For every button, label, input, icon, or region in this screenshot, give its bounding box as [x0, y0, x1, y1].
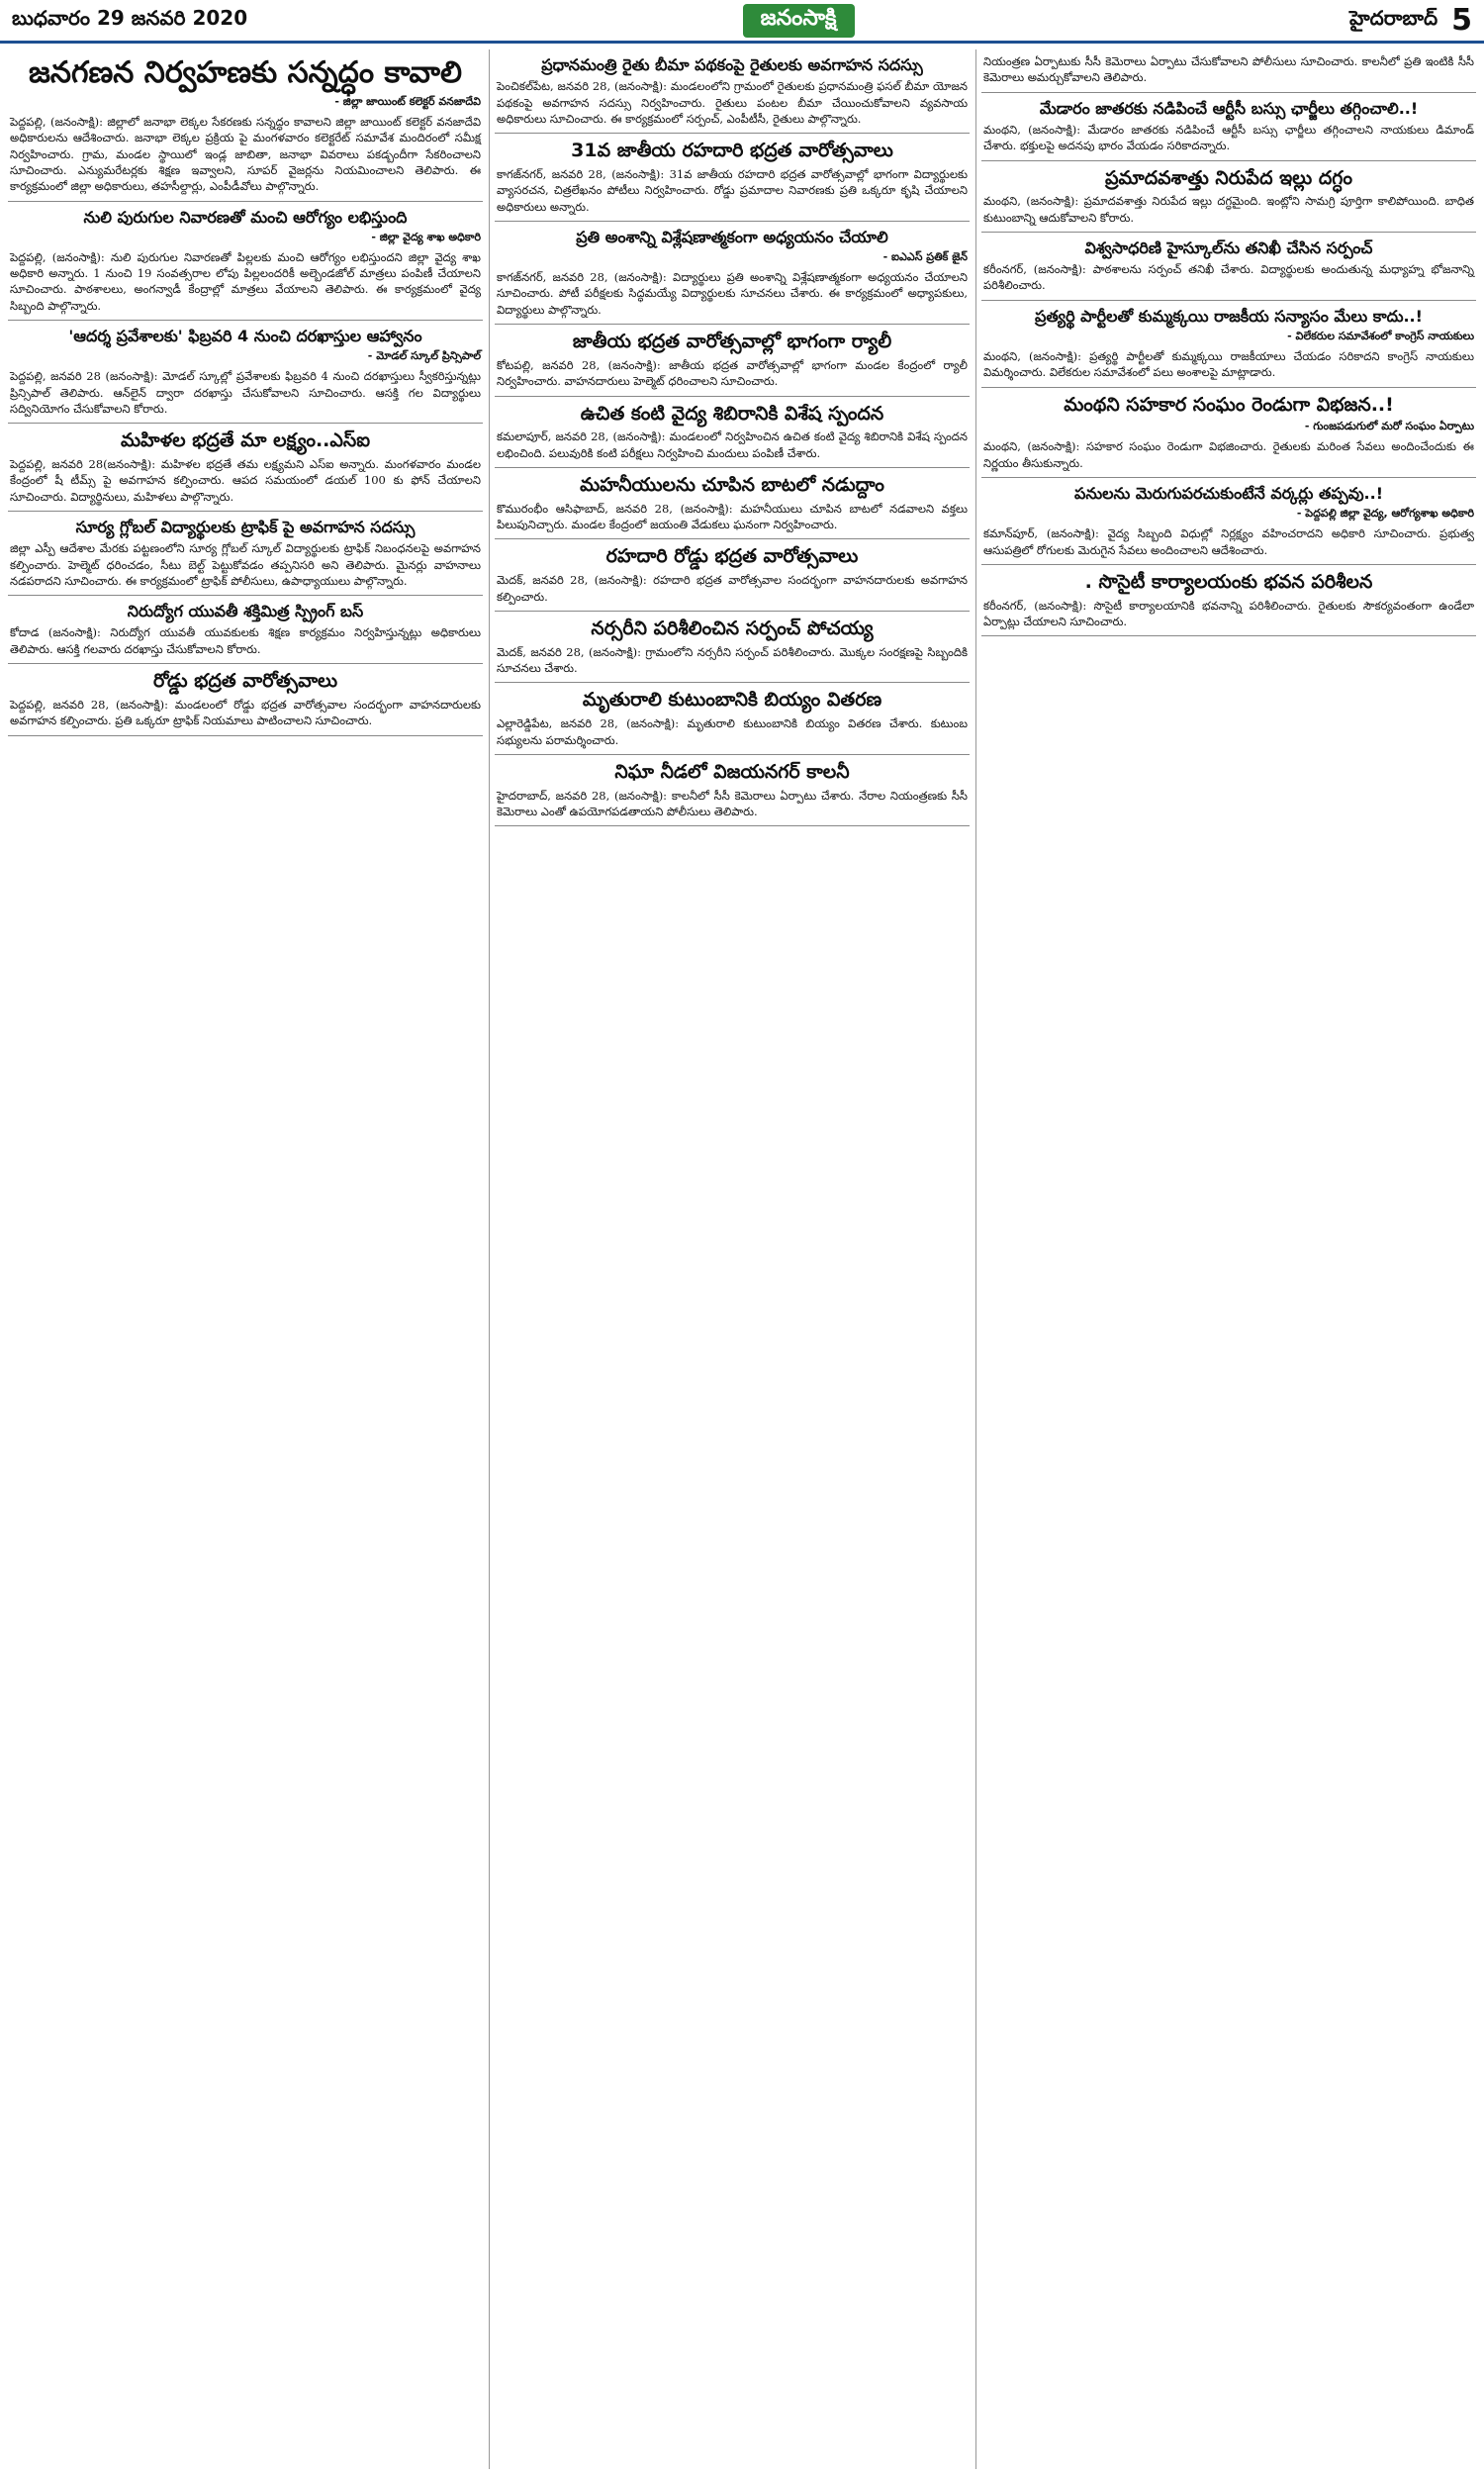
news-article: [8, 664, 483, 735]
column-1: [8, 49, 483, 2469]
newspaper-logo: జనంసాక్షి: [743, 4, 855, 38]
article-byline: - పెద్దపల్లి జిల్లా వైద్య, ఆరోగ్యశాఖ అధికారి: [1296, 507, 1474, 521]
news-article: [981, 161, 1476, 233]
article-byline: - జిల్లా జాయింట్ కలెక్టర్ వనజాదేవి: [334, 95, 481, 108]
article-headline: నులి పురుగుల నివారణతో మంచి ఆరోగ్యం లభిస్తుంది: [83, 207, 408, 227]
article-body: పెద్దపల్లి, జనవరి 28, (జనంసాక్షి): మండలంలో రోడ్డు భద్రత వారోత్సవాల సందర్భంగా వాహనదారులకు అవగాహన కల్పించారు. ప్రతి ఒక్కరూ ట్రాఫిక్ నియమాలు పాటించాలని సూచించారు.: [10, 697, 481, 728]
article-headline: జనగణన నిర్వహణకు సన్నద్ధం కావాలి: [29, 55, 462, 90]
column-2: [495, 49, 970, 2469]
article-body: పెద్దపల్లి, (జనంసాక్షి): నులి పురుగుల నివారణతో పిల్లలకు మంచి ఆరోగ్యం లభిస్తుందని జిల్లా వైద్య శాఖ అధికారి అన్నారు. 1 నుంచి 19 సంవత్సరాల లోపు పిల్లలందరికీ అల్బెండజోల్ మాత్రలు పంపిణీ చేయాలని సూచించారు. పాఠశాలలు, అంగన్వాడీ కేంద్రాల్లో మాత్రలు వేయాలని తెలిపారు. ఈ కార్యక్రమంలో వైద్య సిబ్బంది పాల్గొన్నారు.: [10, 249, 481, 313]
article-byline: - ఐఎఎస్ ప్రతిక్ జైన్: [882, 250, 968, 264]
article-byline: - జిల్లా వైద్య శాఖ అధికారి: [371, 230, 481, 243]
edition-city: హైదరాబాద్: [1349, 6, 1438, 30]
news-article: [981, 565, 1476, 636]
article-headline: 'ఆదర్శ ప్రవేశాలకు' ఫిబ్రవరి 4 నుంచి దరఖాస్తుల ఆహ్వానం: [68, 327, 422, 346]
article-byline: - గుంజపడుగులో మరో సంఘం ఏర్పాటు: [1304, 420, 1474, 433]
article-headline: మంథని సహకార సంఘం రెండుగా విభజన..!: [1064, 393, 1394, 416]
article-body: కాగజ్‌నగర్, జనవరి 28, (జనంసాక్షి): 31వ జాతీయ రహదారి భద్రత వారోత్సవాల్లో భాగంగా విద్యార్థులకు వ్యాసరచన, చిత్రలేఖనం పోటీలు నిర్వహించారు. రోడ్డు ప్రమాదాల నివారణకు ప్రతి ఒక్కరూ కృషి చేయాలని అధికారులు అన్నారు.: [497, 166, 968, 214]
article-headline: ప్రమాదవశాత్తు నిరుపేద ఇల్లు దగ్ధం: [1105, 166, 1352, 189]
article-headline: విశ్వసాధరిణి హైస్కూల్‌ను తనిఖీ చేసిన సర్పంచ్: [1084, 238, 1373, 257]
article-body: మంథని, (జనంసాక్షి): ప్రత్యర్థి పార్టీలతో కుమ్మక్కయి రాజకీయాలు చేయడం సరికాదని కాంగ్రెస్ నాయకులు విమర్శించారు. విలేకరుల సమావేశంలో పలు అంశాలపై మాట్లాడారు.: [983, 348, 1474, 380]
article-body: కరీంనగర్, (జనంసాక్షి): సొసైటీ కార్యాలయానికి భవనాన్ని పరిశీలించారు. రైతులకు సౌకర్యవంతంగా ఉండేలా ఏర్పాట్లు చేయాలని సూచించారు.: [983, 598, 1474, 629]
article-body: హైదరాబాద్, జనవరి 28, (జనంసాక్షి): కాలనీలో సీసీ కెమెరాలు ఏర్పాటు చేశారు. నేరాల నియంత్రణకు సీసీ కెమెరాలు ఎంతో ఉపయోగపడతాయని పోలీసులు తెలిపారు.: [497, 788, 968, 818]
news-article: [8, 202, 483, 322]
article-headline: పనులను మెరుగుపరచుకుంటేనే వర్కర్లు తప్పవు..!: [1074, 484, 1383, 504]
article-body: మంథని, (జనంసాక్షి): మేడారం జాతరకు నడిపించే ఆర్టీసీ బస్సు ఛార్జీలు తగ్గించాలని నాయకులు డిమాండ్ చేశారు. భక్తులపై అదనపు భారం వేయడం సరికాదన్నారు.: [983, 122, 1474, 153]
article-headline: నిఘా నీడలో విజయనగర్ కాలనీ: [614, 760, 850, 783]
news-article: [495, 683, 970, 754]
article-headline: మహిళల భద్రతే మా లక్ష్యం..ఎస్ఐ: [120, 429, 371, 452]
issue-date: బుధవారం 29 జనవరి 2020: [12, 6, 248, 30]
article-body: కరీంనగర్, (జనంసాక్షి): పాఠశాలను సర్పంచ్ తనిఖీ చేశారు. విద్యార్థులకు అందుతున్న మధ్యాహ్న భోజనాన్ని పరిశీలించారు.: [983, 262, 1474, 293]
news-article: [495, 612, 970, 683]
article-headline: జాతీయ భద్రత వారోత్సవాల్లో భాగంగా ర్యాలీ: [572, 331, 892, 353]
article-headline: ప్రత్యర్థి పార్టీలతో కుమ్మక్కయి రాజకీయ సన్యాసం మేలు కాదు..!: [1035, 306, 1423, 326]
article-body: జిల్లా ఎస్పీ ఆదేశాల మేరకు పట్టణంలోని సూర్య గ్లోబల్ స్కూల్ విద్యార్థులకు ట్రాఫిక్ నిబంధనలపై అవగాహన కల్పించారు. హెల్మెట్ ధరించడం, సీటు బెల్ట్ పెట్టుకోవడం తప్పనిసరి అని తెలిపారు. మైనర్లు వాహనాలు నడపరాదని సూచించారు. ఈ కార్యక్రమంలో ట్రాఫిక్ పోలీసులు, ఉపాధ్యాయులు పాల్గొన్నారు.: [10, 541, 481, 588]
news-article: [981, 388, 1476, 478]
article-body: కొమురంభీం ఆసిఫాబాద్, జనవరి 28, (జనంసాక్షి): మహనీయులు చూపిన బాటలో నడవాలని వక్తలు పిలుపునిచ్చారు. మండల కేంద్రంలో జయంతి వేడుకలు ఘనంగా నిర్వహించారు.: [497, 501, 968, 532]
article-headline: మృతురాలి కుటుంబానికి బియ్యం వితరణ: [582, 689, 882, 712]
news-article: [8, 49, 483, 202]
article-headline: ప్రతి అంశాన్ని విశ్లేషణాత్మకంగా అధ్యయనం చేయాలి: [576, 227, 888, 246]
article-headline: ప్రధానమంత్రి రైతు బీమా పథకంపై రైతులకు అవగాహన సదస్సు: [541, 55, 923, 74]
news-article: [981, 301, 1476, 388]
news-article: [981, 233, 1476, 301]
news-article: [495, 539, 970, 611]
article-headline: 31వ జాతీయ రహదారి భద్రత వారోత్సవాలు: [571, 140, 893, 162]
article-body: పెంచికల్‌పేట, జనవరి 28, (జనంసాక్షి): మండలంలోని గ్రామంలో రైతులకు ప్రధానమంత్రి ఫసల్ బీమా యోజన పథకంపై అవగాహన సదస్సు నిర్వహించారు. రైతులు పంటల బీమా చేయించుకోవాలని వ్యవసాయ అధికారులు సూచించారు. ఈ కార్యక్రమంలో సర్పంచ్, ఎంపీటీసీ, రైతులు పాల్గొన్నారు.: [497, 79, 968, 126]
news-article: [495, 468, 970, 539]
article-body: కోటపల్లి, జనవరి 28, (జనంసాక్షి): జాతీయ భద్రత వారోత్సవాల్లో భాగంగా మండల కేంద్రంలో ర్యాలీ నిర్వహించారు. వాహనదారులు హెల్మెట్ ధరించాలని సూచించారు.: [497, 357, 968, 389]
news-article: [495, 397, 970, 468]
column-rule: [975, 49, 976, 2469]
news-article: [495, 134, 970, 222]
article-headline: సూర్య గ్లోబల్ విద్యార్థులకు ట్రాఫిక్ పై అవగాహన సదస్సు: [75, 518, 416, 537]
news-article: [8, 424, 483, 512]
news-article: [495, 755, 970, 826]
article-body: పెద్దపల్లి, జనవరి 28(జనంసాక్షి): మహిళల భద్రతే తమ లక్ష్యమని ఎస్ఐ అన్నారు. మంగళవారం మండల కేంద్రంలో షీ టీమ్స్ పై అవగాహన కల్పించారు. ఆపద సమయంలో డయల్ 100 కు ఫోన్ చేయాలని సూచించారు. విద్యార్థినులు, మహిళలు పాల్గొన్నారు.: [10, 457, 481, 504]
article-byline: - విలేకరుల సమావేశంలో కాంగ్రెస్ నాయకులు: [1287, 329, 1474, 342]
article-byline: - మోడల్ స్కూల్ ప్రిన్సిపాల్: [367, 349, 481, 363]
article-headline: . సొసైటీ కార్యాలయంకు భవన పరిశీలన: [1084, 570, 1373, 593]
news-article: [981, 478, 1476, 565]
article-headline: నర్సరీని పరిశీలించిన సర్పంచ్ పోచయ్య: [591, 617, 874, 639]
article-body: పెద్దపల్లి, (జనంసాక్షి): జిల్లాలో జనాభా లెక్కల సేకరణకు సన్నద్ధం కావాలని జిల్లా జాయింట్ కలెక్టర్ వనజాదేవి అధికారులను ఆదేశించారు. జనాభా లెక్కల ప్రక్రియ పై మంగళవారం కలెక్టరేట్ సమావేశ మందిరంలో సమీక్ష నిర్వహించారు. గ్రామ, మండల స్థాయిలో ఇండ్ల జాబితా, జనాభా వివరాలు పకడ్బందీగా సేకరించాలని సూచించారు. ఎన్యుమరేటర్లకు శిక్షణ ఇవ్వాలని, సూపర్ వైజర్లను నియమించాలని తెలిపారు. ఈ కార్యక్రమంలో జిల్లా అధికారులు, తహసీల్దార్లు, ఎంపీడీవోలు పాల్గొన్నారు.: [10, 115, 481, 194]
news-article: [981, 93, 1476, 161]
news-article: [495, 222, 970, 325]
news-article: [8, 512, 483, 596]
article-body: నియంత్రణ ఏర్పాటుకు సీసీ కెమెరాలు ఏర్పాటు చేసుకోవాలని పోలీసులు సూచించారు. కాలనీలో ప్రతి ఇంటికి సీసీ కెమెరాలు అమర్చుకోవాలని తెలిపారు.: [983, 54, 1474, 85]
article-headline: మహనీయులను చూపిన బాటలో నడుద్దాం: [580, 474, 884, 497]
column-3: [981, 49, 1476, 2469]
news-article: [495, 49, 970, 134]
article-body: మంథని, (జనంసాక్షి): ప్రమాదవశాత్తు నిరుపేద ఇల్లు దగ్ధమైంది. ఇంట్లోని సామగ్రి పూర్తిగా కాలిపోయింది. బాధిత కుటుంబాన్ని ఆదుకోవాలని కోరారు.: [983, 194, 1474, 225]
article-body: కోదాడ (జనంసాక్షి): నిరుద్యోగ యువతీ యువకులకు శిక్షణ కార్యక్రమం నిర్వహిస్తున్నట్లు అధికారులు తెలిపారు. ఆసక్తి గలవారు దరఖాస్తు చేసుకోవాలని కోరారు.: [10, 625, 481, 656]
article-body: మెదక్, జనవరి 28, (జనంసాక్షి): రహదారి భద్రత వారోత్సవాల సందర్భంగా వాహనదారులకు అవగాహన కల్పించారు.: [497, 573, 968, 604]
article-headline: రోడ్డు భద్రత వారోత్సవాలు: [152, 670, 338, 693]
news-article: [495, 325, 970, 396]
article-headline: ఉచిత కంటి వైద్య శిబిరానికి విశేష స్పందన: [580, 402, 884, 425]
column-rule: [489, 49, 490, 2469]
article-body: కాగజ్‌నగర్, జనవరి 28, (జనంసాక్షి): విద్యార్థులు ప్రతి అంశాన్ని విశ్లేషణాత్మకంగా అధ్యయనం చేయాలని సూచించారు. పోటీ పరీక్షలకు సిద్ధమయ్యే విద్యార్థులకు సూచనలు చేశారు. ఈ కార్యక్రమంలో అధ్యాపకులు, విద్యార్థులు పాల్గొన్నారు.: [497, 270, 968, 317]
article-body: పెద్దపల్లి, జనవరి 28 (జనంసాక్షి): మోడల్ స్కూల్లో ప్రవేశాలకు ఫిబ్రవరి 4 నుంచి దరఖాస్తులు స్వీకరిస్తున్నట్లు ప్రిన్సిపాల్ తెలిపారు. ఆన్‌లైన్ ద్వారా దరఖాస్తు చేసుకోవాలని సూచించారు. ఆసక్తి గల విద్యార్థులు సద్వినియోగం చేసుకోవాలని కోరారు.: [10, 369, 481, 416]
news-article: [8, 596, 483, 664]
article-headline: నిరుద్యోగ యువతీ శక్తిమిత్ర స్ప్రింగ్ బస్: [127, 602, 364, 621]
masthead: [0, 0, 1484, 44]
page-number: 5: [1451, 3, 1472, 38]
article-body: మంథని, (జనంసాక్షి): సహకార సంఘం రెండుగా విభజించారు. రైతులకు మరింత సేవలు అందించేందుకు ఈ నిర్ణయం తీసుకున్నారు.: [983, 439, 1474, 470]
article-body: మెదక్, జనవరి 28, (జనంసాక్షి): గ్రామంలోని నర్సరీని సర్పంచ్ పరిశీలించారు. మొక్కల సంరక్షణపై సిబ్బందికి సూచనలు చేశారు.: [497, 644, 968, 676]
article-headline: రహదారి రోడ్డు భద్రత వారోత్సవాలు: [605, 545, 859, 568]
article-body: కమలాపూర్, జనవరి 28, (జనంసాక్షి): మండలంలో నిర్వహించిన ఉచిత కంటి వైద్య శిబిరానికి విశేష స్పందన లభించింది. పలువురికి కంటి పరీక్షలు నిర్వహించి మందులు పంపిణీ చేశారు.: [497, 429, 968, 460]
article-headline: మేడారం జాతరకు నడిపించే ఆర్టీసీ బస్సు ఛార్జీలు తగ్గించాలి..!: [1039, 98, 1419, 118]
news-article: [8, 321, 483, 424]
news-article: [981, 49, 1476, 93]
article-body: ఎల్లారెడ్డిపేట, జనవరి 28, (జనంసాక్షి): మృతురాలి కుటుంబానికి బియ్యం వితరణ చేశారు. కుటుంబ సభ్యులను పరామర్శించారు.: [497, 716, 968, 747]
article-body: కమాన్‌పూర్, (జనంసాక్షి): వైద్య సిబ్బంది విధుల్లో నిర్లక్ష్యం వహించరాదని అధికారి సూచించారు. ప్రభుత్వ ఆసుపత్రిలో రోగులకు మెరుగైన సేవలు అందించాలని ఆదేశించారు.: [983, 526, 1474, 557]
masthead-right: [1349, 3, 1472, 38]
